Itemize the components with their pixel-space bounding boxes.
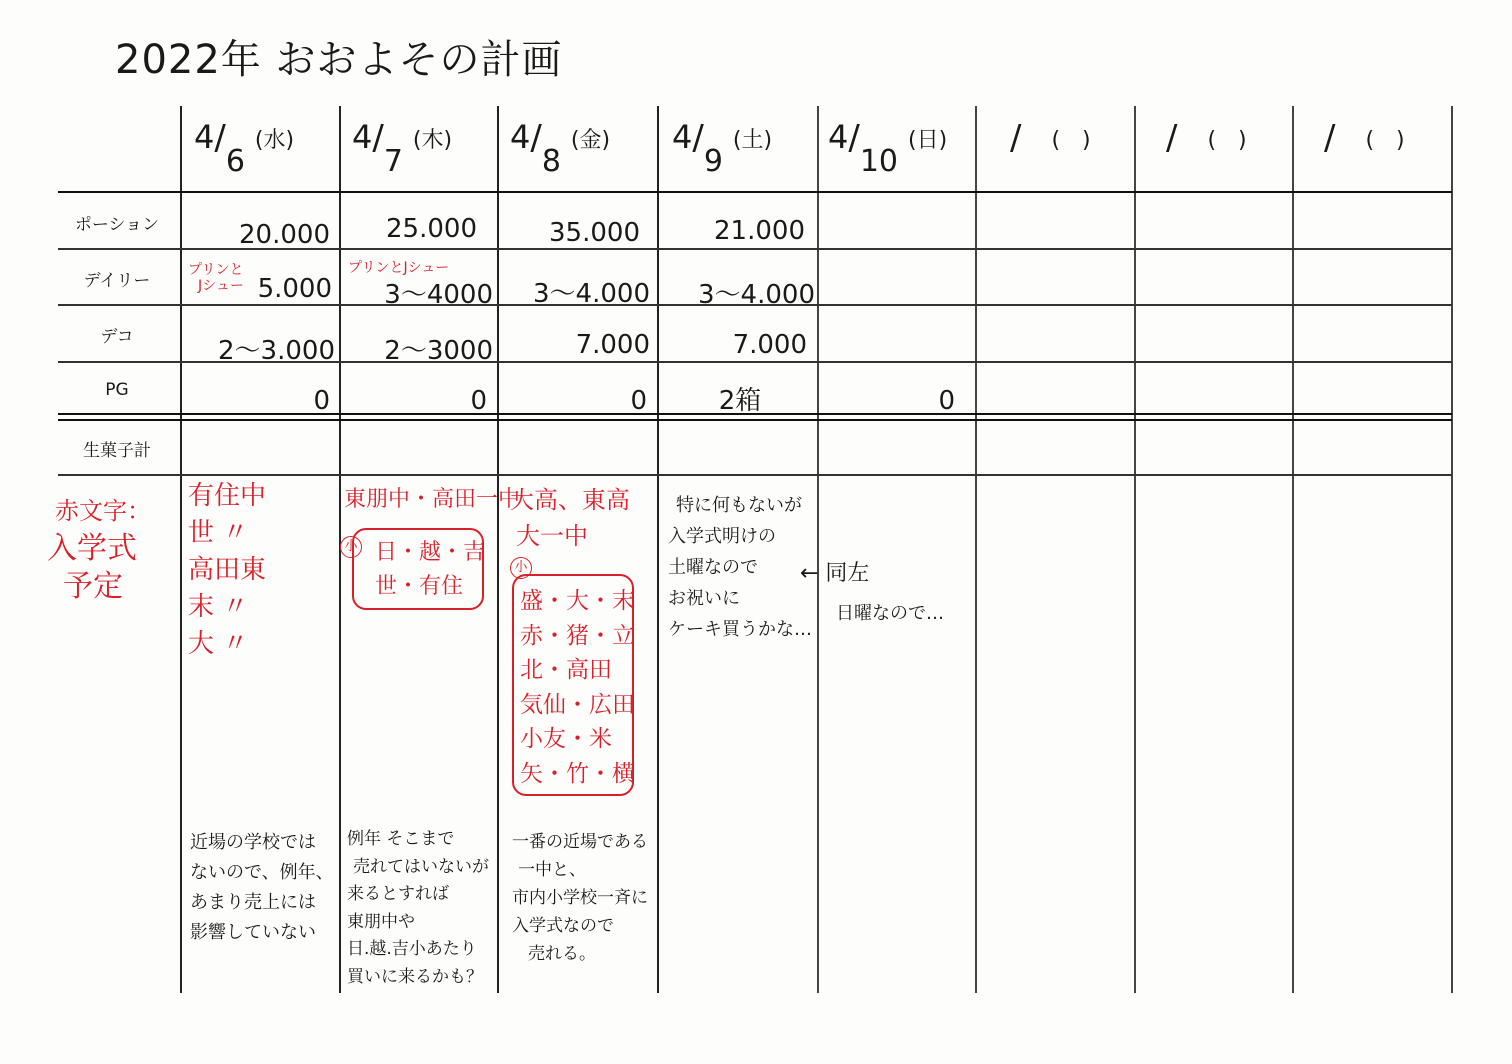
daily-value: 3〜4.000	[533, 279, 650, 309]
header-slash: /	[1166, 118, 1178, 158]
header-weekday: (木)	[412, 128, 453, 153]
header-day: 7	[383, 144, 403, 179]
note-line: 東朋中や	[347, 911, 415, 932]
col3-note	[512, 828, 648, 968]
col5-same-as-left: ← 同左	[800, 561, 870, 586]
date-header-7	[1166, 118, 1247, 158]
portion-value: 25.000	[386, 214, 477, 244]
note-line: 日.越.吉小あたり	[347, 939, 477, 959]
legend-line: 入学式	[47, 531, 137, 566]
col1-note	[190, 828, 334, 948]
date-header-1: 4/6(水)	[194, 118, 295, 179]
deco-value: 7.000	[732, 330, 807, 360]
school-entry: 世 〃	[188, 518, 249, 548]
col2-elementary-mark	[340, 535, 362, 558]
school-entry: 大 〃	[188, 629, 249, 659]
header-day: 6	[225, 144, 245, 179]
header-weekday: ( )	[1051, 128, 1091, 153]
col5-note: 日曜なので…	[836, 603, 944, 624]
box-line: 赤・猪・立	[520, 622, 635, 649]
date-header-6	[1010, 118, 1091, 158]
header-slash: /	[1010, 118, 1022, 158]
header-day: 9	[703, 144, 723, 179]
header-month: 4	[194, 118, 215, 156]
page-title: 2022年 おおよその計画	[115, 37, 563, 83]
legend-line: 予定	[63, 569, 123, 604]
note-line: 影響していない	[190, 922, 316, 943]
date-header-8	[1324, 118, 1405, 158]
col4-note	[668, 490, 812, 645]
daily-value: 3〜4.000	[698, 280, 815, 310]
box-line: 気仙・広田	[520, 691, 635, 718]
elementary-circle-mark: 小	[510, 557, 532, 579]
pg-value: 0	[313, 386, 330, 416]
header-month: 4	[672, 118, 693, 156]
school-entry: 大高、東高	[510, 486, 630, 514]
col3-box-lines	[520, 584, 635, 791]
col2-note	[347, 826, 489, 991]
row-label-daily: デイリー	[83, 271, 151, 291]
portion-value: 35.000	[549, 218, 640, 248]
col1-schools	[188, 478, 266, 663]
date-header-5: 4/10(日)	[828, 118, 948, 179]
daily-note-pudding	[188, 262, 244, 294]
note-line: 例年 そこまで	[347, 829, 455, 849]
row-label-portion: ポーション	[74, 215, 160, 235]
daily-value: 5.000	[257, 274, 332, 304]
header-weekday: (日)	[908, 128, 948, 153]
daily-note-line: Jシュー	[198, 278, 244, 294]
note-line: 一中と、	[518, 860, 586, 880]
deco-value: 7.000	[575, 330, 650, 360]
pg-value: 0	[630, 386, 647, 416]
header-month: 4	[352, 118, 373, 156]
legend-line: 赤文字：	[55, 497, 151, 525]
daily-note-pudding: プリンとJシュー	[348, 260, 450, 276]
header-weekday: (水)	[254, 128, 295, 153]
school-entry: 有住中	[188, 481, 267, 511]
daily-value: 3〜4000	[384, 280, 493, 310]
note-line: ケーキ買うかな…	[668, 619, 812, 640]
note-line: 来るとすれば	[347, 884, 449, 904]
note-line: 買いに来るかも？	[347, 966, 483, 987]
box-line: 盛・大・末	[520, 588, 635, 614]
note-line: 入学式明けの	[668, 526, 776, 547]
school-entry: 高田東	[188, 555, 267, 585]
note-line: ないので、例年、	[190, 862, 334, 883]
note-line: 特に何もないが	[676, 495, 802, 516]
date-header-4: 4/9(土)	[672, 118, 773, 179]
note-line: 一番の近場である	[512, 832, 648, 852]
header-weekday: (金)	[570, 128, 611, 153]
row-label-deco: デコ	[100, 327, 134, 347]
header-weekday: (土)	[732, 128, 773, 153]
col2-box-lines	[375, 536, 485, 604]
note-line: 土曜なので	[668, 557, 758, 578]
header-weekday: ( )	[1365, 128, 1405, 153]
header-month: 4	[510, 118, 531, 156]
header-day: 10	[859, 144, 899, 179]
box-line: 日・越・吉	[375, 540, 486, 565]
header-slash: /	[1324, 118, 1336, 158]
header-weekday: ( )	[1207, 128, 1247, 153]
note-line: お祝いに	[668, 588, 740, 609]
note-line: 売れる。	[528, 944, 596, 964]
row-label-pg: PG	[105, 380, 129, 400]
box-line: 小友・米	[520, 726, 612, 752]
portion-value: 20.000	[239, 220, 330, 250]
header-day: 8	[541, 144, 561, 179]
box-line: 矢・竹・横	[520, 760, 635, 787]
school-entry: 末 〃	[188, 592, 249, 622]
col3-elementary-mark	[510, 556, 532, 579]
box-line: 北・高田	[520, 657, 612, 683]
col2-schools: 東朋中・高田一中	[344, 487, 521, 512]
note-line: 入学式なので	[512, 916, 614, 936]
portion-value: 21.000	[714, 216, 805, 246]
note-line: あまり売上には	[190, 892, 316, 913]
note-line: 市内小学校一斉に	[512, 888, 648, 908]
date-header-2: 4/7(木)	[352, 118, 453, 179]
pg-value: 0	[938, 386, 955, 416]
deco-value: 2〜3000	[384, 336, 493, 366]
daily-note-line: プリンと	[188, 262, 244, 278]
row-label-total: 生菓子計	[83, 441, 151, 461]
legend-red-text	[47, 492, 151, 606]
date-header-3: 4/8(金)	[510, 118, 611, 179]
box-line: 世・有住	[375, 574, 464, 599]
pg-value: 0	[470, 386, 487, 416]
pg-value: 2箱	[718, 386, 762, 416]
col3-schools	[510, 482, 630, 554]
header-month: 4	[828, 118, 849, 156]
elementary-circle-mark: 小	[340, 536, 362, 558]
school-entry: 大一中	[516, 522, 588, 550]
note-line: 近場の学校では	[190, 832, 316, 853]
deco-value: 2〜3.000	[218, 336, 335, 366]
note-line: 売れてはいないが	[353, 856, 489, 877]
